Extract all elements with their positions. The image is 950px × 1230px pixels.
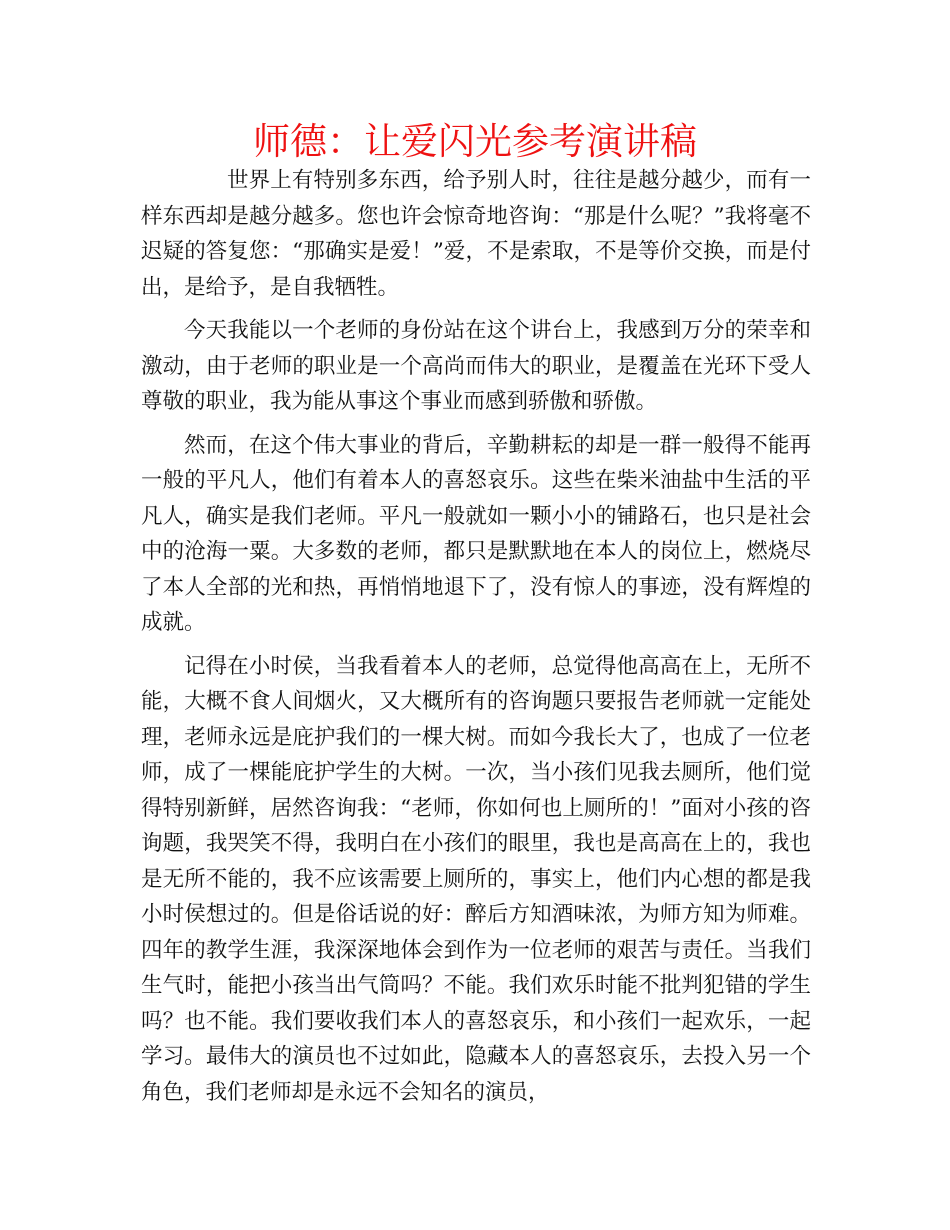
paragraph-2: 今天我能以一个老师的身份站在这个讲台上，我感到万分的荣幸和激动，由于老师的职业是一个高尚而伟大的职业，是覆盖在光环下受人尊敬的职业，我为能从事这个事业而感到骄傲和骄傲。: [141, 318, 811, 414]
document-title: 师德：让爱闪光参考演讲稿: [253, 120, 697, 163]
document-body: [141, 163, 811, 1118]
paragraph-4: 记得在小时侯，当我看着本人的老师，总觉得他高高在上，无所不能，大概不食人间烟火，又大概所有的咨询题只要报告老师就一定能处理，老师永远是庇护我们的一棵大树。而如今我长大了，也成了一位老师，成了一棵能庇护学生的大树。一次，当小孩们见我去厕所，他们觉得特别新鲜，居然咨询我：“老师，你如何也上厕所的！”面对小孩的咨询题，我哭笑不得，我明白在小孩们的眼里，我也是高高在上的，我也是无所不能的，我不应该需要上厕所的，事实上，他们内心想的都是我小时侯想过的。但是俗话说的好：醉后方知酒味浓，为师方知为师难。四年的教学生涯，我深深地体会到作为一位老师的艰苦与责任。当我们生气时，能把小孩当出气筒吗？不能。我们欢乐时能不批判犯错的学生吗？也不能。我们要收我们本人的喜怒哀乐，和小孩们一起欢乐，一起学习。最伟大的演员也不过如此，隐藏本人的喜怒哀乐，去投入另一个角色，我们老师却是永远不会知名的演员，: [141, 653, 811, 1105]
paragraph-1: 世界上有特别多东西，给予别人时，往往是越分越少，而有一样东西却是越分越多。您也许会惊奇地咨询：“那是什么呢？”我将毫不迟疑的答复您：“那确实是爱！”爱，不是索取，不是等价交换，而是付出，是给予，是自我牺牲。: [141, 168, 811, 300]
paragraph-3: 然而，在这个伟大事业的背后，辛勤耕耘的却是一群一般得不能再一般的平凡人，他们有着本人的喜怒哀乐。这些在柴米油盐中生活的平凡人，确实是我们老师。平凡一般就如一颗小小的铺路石，也只是社会中的沧海一粟。大多数的老师，都只是默默地在本人的岗位上，燃烧尽了本人全部的光和热，再悄悄地退下了，没有惊人的事迹，没有辉煌的成就。: [141, 432, 811, 635]
